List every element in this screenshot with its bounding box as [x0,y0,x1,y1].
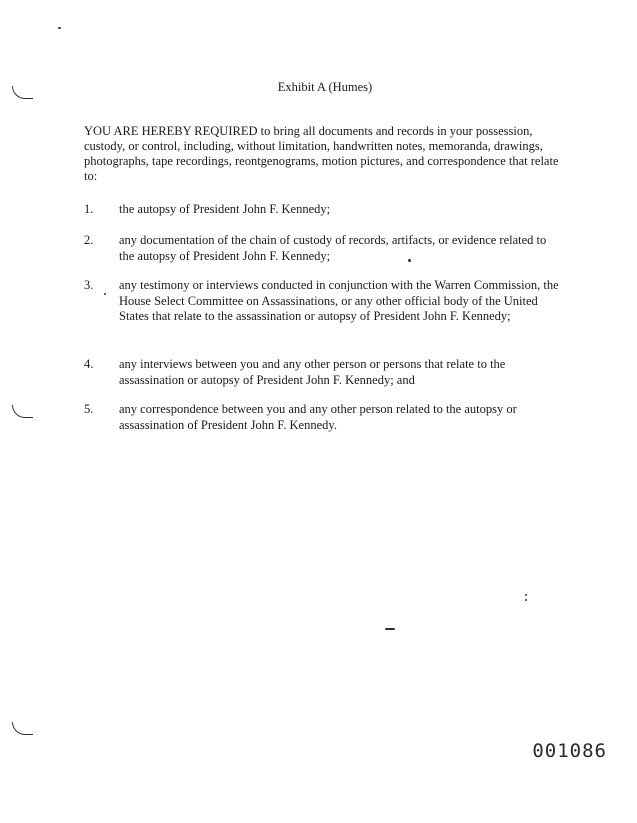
item-text: any correspondence between you and any other person related to the autopsy or assassination of President John F. Kennedy. [119,402,517,432]
item-text: the autopsy of President John F. Kennedy; [119,202,331,216]
item-number: 3. [84,278,94,292]
item-number: 5. [84,402,94,416]
intro-paragraph: YOU ARE HEREBY REQUIRED to bring all documents and records in your possession, custody, or control, including, without limitation, handwritten notes, memoranda, drawings, photographs, tape recordings, reontgenograms, motion pictures, and correspondence that relate to: [84,124,559,183]
scan-speck [525,594,527,596]
item-text: any testimony or interviews conducted in conjunction with the Warren Commission, the House Select Committee on Assassinations, or any other official body of the United States that relate to the assassination or autopsy of President John F. Kennedy; [119,278,559,323]
scan-speck [58,27,61,29]
bates-number: 001086 [532,740,607,762]
hole-punch-mark [12,405,33,418]
item-number: 2. [84,233,94,247]
page-title: Exhibit A (Humes) [277,80,373,94]
item-number: 4. [84,357,94,371]
hole-punch-mark [12,722,33,735]
scan-speck [525,599,527,601]
item-number: 1. [84,202,94,216]
scan-speck [385,628,395,630]
item-text: any interviews between you and any other person or persons that relate to the assassination or autopsy of President John F. Kennedy; and [119,357,506,387]
item-text: any documentation of the chain of custody of records, artifacts, or evidence related to the autopsy of President John F. Kennedy; [119,233,547,263]
scan-speck [104,293,106,295]
